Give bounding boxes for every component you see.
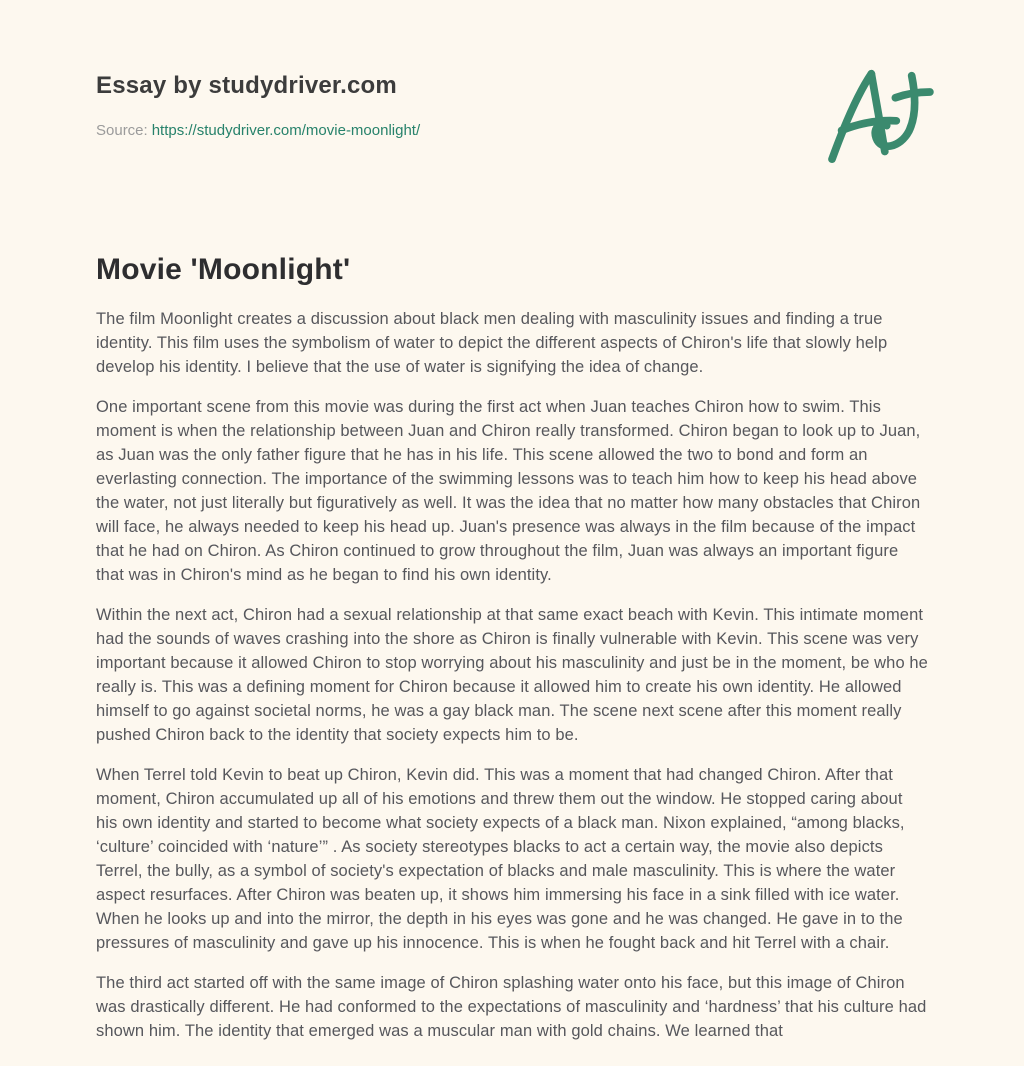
source-label: Source:	[96, 122, 148, 139]
essay-title: Movie 'Moonlight'	[96, 253, 351, 286]
source-url-link[interactable]: https://studydriver.com/movie-moonlight/	[151, 122, 421, 139]
essay-paragraph: Within the next act, Chiron had a sexual relationship at that same exact beach with Kevin. This intimate moment had the sounds of waves crashing into the shore as Chiron is finally vulnerable with Kevin. This scene was very important because it allowed Chiron to stop worrying about his masculinity and just be in the moment, be who he really is. This was a defining moment for Chiron because it allowed him to create his own identity. He allowed himself to go against societal norms, he was a gay black man. The scene next scene after this moment really pushed Chiron back to the identity that society expects him to be.	[96, 606, 928, 744]
source-line	[96, 122, 928, 139]
studydriver-a-plus-logo-icon	[820, 68, 940, 164]
essay-paragraph: One important scene from this movie was during the first act when Juan teaches Chiron how to swim. This moment is when the relationship between Juan and Chiron really transformed. Chiron began to look up to Juan, as Juan was the only father figure that he has in his life. This scene allowed the two to bond and form an everlasting connection. The importance of the swimming lessons was to teach him how to keep his head above the water, not just literally but figuratively as well. It was the idea that no matter how many obstacles that Chiron will face, he always needed to keep his head up. Juan's presence was always in the film because of the impact that he had on Chiron. As Chiron continued to grow throughout the film, Juan was always an important figure that was in Chiron's mind as he began to find his own identity.	[96, 398, 921, 584]
essay-paragraph: The film Moonlight creates a discussion about black men dealing with masculinity issues and finding a true identity. This film uses the symbolism of water to depict the different aspects of Chiron's life that slowly help develop his identity. I believe that the use of water is signifying the idea of change.	[96, 310, 888, 376]
site-heading: Essay by studydriver.com	[96, 72, 397, 99]
essay-paragraph: The third act started off with the same image of Chiron splashing water onto his face, but this image of Chiron was drastically different. He had conformed to the expectations of masculinity and ‘hardness’ that his culture had shown him. The identity that emerged was a muscular man with gold chains. We learned that	[96, 974, 927, 1040]
essay-body	[96, 307, 928, 1043]
essay-paragraph: When Terrel told Kevin to beat up Chiron, Kevin did. This was a moment that had changed Chiron. After that moment, Chiron accumulated up all of his emotions and threw them out the window. He stopped caring about his own identity and started to become what society expects of a black man. Nixon explained, “among blacks, ‘culture’ coincided with ‘nature’” . As society stereotypes blacks to act a certain way, the movie also depicts Terrel, the bully, as a symbol of society's expectation of blacks and male masculinity. This is where the water aspect resurfaces. After Chiron was beaten up, it shows him immersing his face in a sink filled with ice water. When he looks up and into the mirror, the depth in his eyes was gone and he was changed. He gave in to the pressures of masculinity and gave up his innocence. This is when he fought back and hit Terrel with a chair.	[96, 766, 905, 952]
